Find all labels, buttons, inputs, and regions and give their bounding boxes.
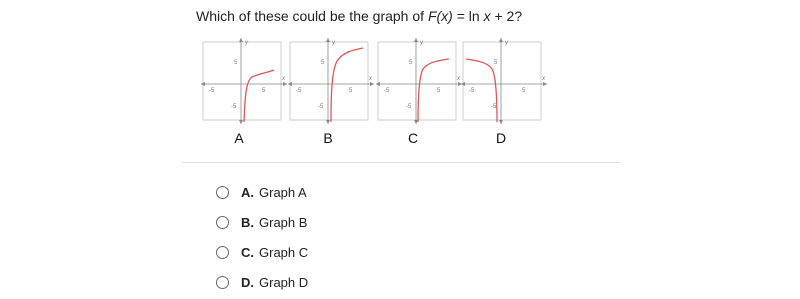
option-c[interactable] xyxy=(216,241,308,263)
y-axis-arrow-up xyxy=(239,38,243,42)
option-a[interactable] xyxy=(216,181,307,203)
radio-b[interactable] xyxy=(216,216,229,229)
tick-label-xneg5: -5 xyxy=(469,88,475,94)
y-axis-label: y xyxy=(245,40,248,46)
y-axis-arrow-down xyxy=(499,120,503,124)
radio-c[interactable] xyxy=(216,246,229,259)
graph-d xyxy=(460,36,550,126)
question-prefix: Which of these could be the graph of xyxy=(196,8,428,24)
graph-b xyxy=(287,36,377,126)
tick-label-xneg5: -5 xyxy=(296,88,302,94)
option-b[interactable] xyxy=(216,211,307,233)
tick-label-y5: 5 xyxy=(409,60,413,66)
option-c-letter: C. xyxy=(241,244,254,260)
y-axis-label: y xyxy=(420,40,423,46)
question-function: F(x) xyxy=(427,8,453,24)
tick-label-yneg5: -5 xyxy=(318,104,324,110)
graph-a xyxy=(200,36,290,126)
x-axis-label: x xyxy=(542,76,545,82)
plot-frame xyxy=(290,42,368,120)
graph-c-plot xyxy=(375,36,465,126)
tick-label-x5: 5 xyxy=(437,88,441,94)
x-axis-arrow-right xyxy=(370,82,374,86)
graph-a-plot xyxy=(200,36,290,126)
x-axis-label: x xyxy=(457,76,460,82)
tick-label-y5: 5 xyxy=(321,60,325,66)
graph-b-label: B xyxy=(323,130,333,146)
tick-label-x5: 5 xyxy=(349,88,353,94)
question-variable: x xyxy=(483,8,491,24)
graph-c-label: C xyxy=(407,130,419,146)
option-b-text: Graph B xyxy=(259,214,308,230)
graph-c xyxy=(375,36,465,126)
x-axis-label: x xyxy=(282,76,285,82)
tick-label-yneg5: -5 xyxy=(406,104,412,110)
option-d-text: Graph D xyxy=(259,274,309,290)
y-axis-arrow-down xyxy=(239,120,243,124)
option-a-text: Graph A xyxy=(259,184,307,200)
plot-frame xyxy=(378,42,456,120)
y-axis-arrow-down xyxy=(326,120,330,124)
y-axis-arrow-up xyxy=(414,38,418,42)
tick-label-yneg5: -5 xyxy=(231,104,237,110)
graph-b-plot xyxy=(287,36,377,126)
plot-frame xyxy=(463,42,541,120)
y-axis-label: y xyxy=(332,40,335,46)
tick-label-xneg5: -5 xyxy=(384,88,390,94)
option-d[interactable] xyxy=(216,271,308,293)
plot-frame xyxy=(203,42,281,120)
y-axis-label: y xyxy=(505,40,508,46)
tick-label-y5: 5 xyxy=(234,60,238,66)
question-suffix: + 2? xyxy=(490,8,523,24)
tick-label-yneg5: -5 xyxy=(491,104,497,110)
option-b-letter: B. xyxy=(241,214,254,230)
option-c-text: Graph C xyxy=(259,244,309,260)
y-axis-arrow-up xyxy=(499,38,503,42)
x-axis-label: x xyxy=(369,76,372,82)
radio-a[interactable] xyxy=(216,186,229,199)
graph-a-label: A xyxy=(234,130,244,146)
radio-d[interactable] xyxy=(216,276,229,289)
option-a-letter: A. xyxy=(241,184,254,200)
question-middle: = ln xyxy=(452,8,484,24)
y-axis-arrow-up xyxy=(326,38,330,42)
graph-d-label: D xyxy=(495,130,507,146)
graph-d-plot xyxy=(460,36,550,126)
tick-label-x5: 5 xyxy=(262,88,266,94)
tick-label-xneg5: -5 xyxy=(209,88,215,94)
option-d-letter: D. xyxy=(241,274,254,290)
tick-label-y5: 5 xyxy=(494,60,498,66)
x-axis-arrow-right xyxy=(543,82,547,86)
divider xyxy=(182,162,620,163)
tick-label-x5: 5 xyxy=(522,88,526,94)
